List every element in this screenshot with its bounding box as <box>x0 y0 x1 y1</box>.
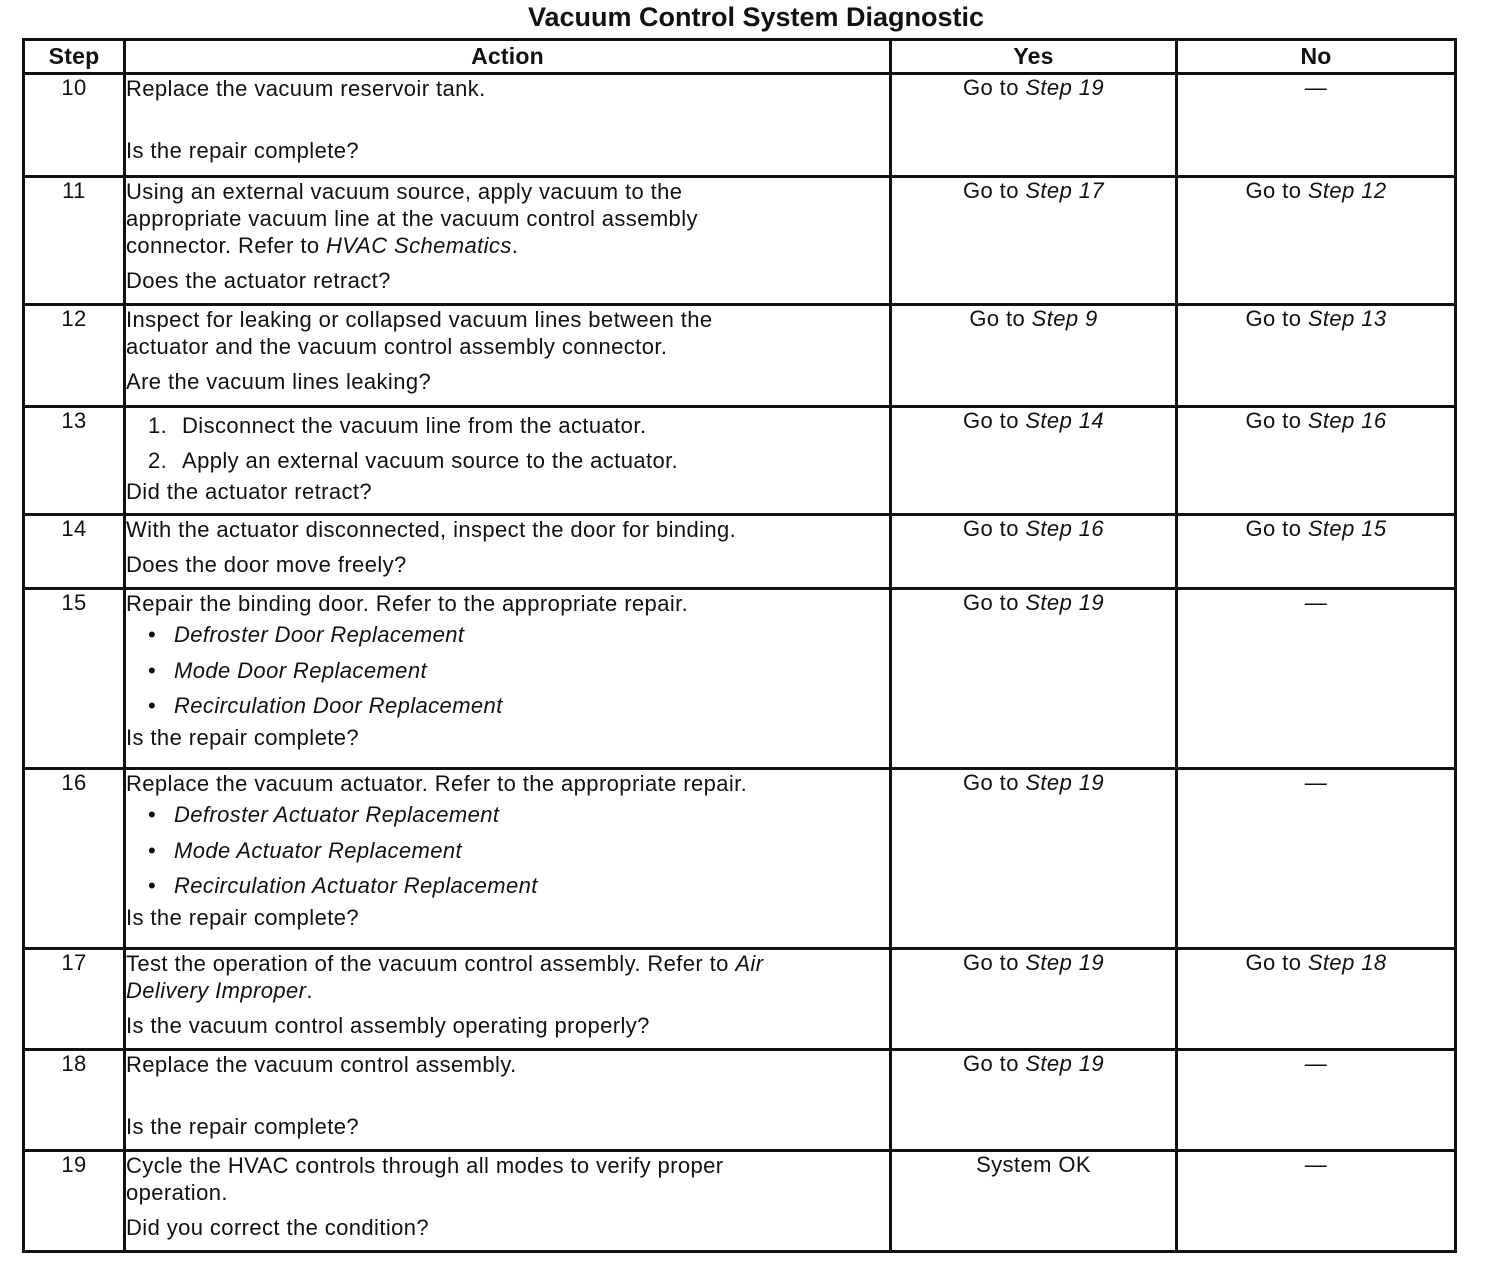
bullet-item <box>126 617 889 653</box>
action-text-line: Cycle the HVAC controls through all modes to verify proper <box>126 1153 724 1178</box>
action-cell <box>125 769 891 949</box>
bullet-icon: • <box>148 837 157 863</box>
go-to-label: Go to <box>963 178 1019 203</box>
reference-suffix: . <box>306 978 313 1003</box>
action-cell <box>125 1050 891 1151</box>
go-to-label: Go to <box>1245 178 1302 203</box>
step-link[interactable]: Step 17 <box>1025 178 1104 203</box>
bullet-icon: • <box>148 657 157 683</box>
step-number: 10 <box>24 74 125 177</box>
step-number: 17 <box>24 949 125 1050</box>
no-cell <box>1177 305 1456 407</box>
table-row-step-14 <box>24 515 1456 589</box>
repair-link[interactable]: Mode Door Replacement <box>174 657 427 683</box>
diagnostic-table <box>22 38 1457 1253</box>
action-text-line <box>126 232 889 259</box>
table-row-step-12 <box>24 305 1456 407</box>
step-link[interactable]: Step 19 <box>1025 590 1104 615</box>
repair-link[interactable]: Recirculation Actuator Replacement <box>174 873 538 898</box>
step-link[interactable]: Step 16 <box>1025 516 1104 541</box>
no-cell <box>1177 407 1456 515</box>
go-to-label: Go to <box>963 950 1019 975</box>
go-to-label: Go to <box>963 770 1019 795</box>
step-link[interactable]: Step 15 <box>1307 516 1387 541</box>
go-to-label: Go to <box>969 306 1026 331</box>
bullet-item <box>126 688 889 724</box>
action-cell <box>125 949 891 1050</box>
step-link[interactable]: Step 19 <box>1025 950 1104 975</box>
action-question: Are the vacuum lines leaking? <box>126 369 432 394</box>
step-link[interactable]: Step 18 <box>1307 950 1387 975</box>
step-link[interactable]: Step 14 <box>1025 408 1104 433</box>
action-cell <box>125 74 891 177</box>
step-link[interactable]: Step 12 <box>1307 178 1387 203</box>
step-link[interactable]: Step 9 <box>1031 306 1098 331</box>
bullet-item <box>126 797 889 833</box>
action-cell <box>125 589 891 769</box>
action-text-line <box>126 977 889 1004</box>
yes-cell <box>891 589 1177 769</box>
header-row <box>24 40 1456 74</box>
item-text: Disconnect the vacuum line from the actuator. <box>182 413 647 438</box>
action-question: Does the door move freely? <box>126 552 407 577</box>
no-cell-empty: — <box>1177 1151 1456 1252</box>
action-cell <box>125 177 891 305</box>
go-to-label: Go to <box>1245 516 1302 541</box>
go-to-label: Go to <box>1245 408 1302 433</box>
action-text-line: Inspect for leaking or collapsed vacuum lines between the <box>126 307 713 332</box>
table-row-step-16 <box>24 769 1456 949</box>
no-cell-empty: — <box>1177 1050 1456 1151</box>
action-text-fragment: Test the operation of the vacuum control assembly. Refer to <box>126 951 736 976</box>
action-text-line: Using an external vacuum source, apply vacuum to the <box>126 179 683 204</box>
no-cell <box>1177 177 1456 305</box>
action-question: Is the repair complete? <box>126 724 359 750</box>
reference-link[interactable]: HVAC Schematics <box>326 233 512 258</box>
bullet-icon: • <box>148 802 157 827</box>
yes-cell <box>891 305 1177 407</box>
repair-link[interactable]: Mode Actuator Replacement <box>174 837 462 863</box>
step-link[interactable]: Step 16 <box>1307 408 1387 433</box>
header-no: No <box>1177 40 1456 74</box>
yes-cell <box>891 769 1177 949</box>
step-number: 11 <box>24 177 125 305</box>
step-number: 12 <box>24 305 125 407</box>
table-row-step-11 <box>24 177 1456 305</box>
repair-link[interactable]: Recirculation Door Replacement <box>174 693 503 718</box>
go-to-label: Go to <box>1245 306 1302 331</box>
action-text-line: actuator and the vacuum control assembly connector. <box>126 334 668 359</box>
table-row-step-15 <box>24 589 1456 769</box>
bullet-item <box>126 653 889 689</box>
no-cell-empty: — <box>1177 769 1456 949</box>
repair-link[interactable]: Defroster Actuator Replacement <box>174 802 500 827</box>
table-row-step-17 <box>24 949 1456 1050</box>
action-text-line: appropriate vacuum line at the vacuum control assembly <box>126 206 698 231</box>
numbered-item <box>126 408 889 443</box>
step-number: 13 <box>24 407 125 515</box>
step-number: 18 <box>24 1050 125 1151</box>
action-text: Replace the vacuum reservoir tank. <box>126 76 486 101</box>
bullet-icon: • <box>148 622 157 647</box>
go-to-label: Go to <box>963 516 1019 541</box>
yes-cell <box>891 177 1177 305</box>
header-step: Step <box>24 40 125 74</box>
yes-cell <box>891 949 1177 1050</box>
action-cell <box>125 305 891 407</box>
step-link[interactable]: Step 19 <box>1025 75 1104 100</box>
reference-link[interactable]: Air <box>735 951 764 976</box>
go-to-label: Go to <box>1245 950 1302 975</box>
item-text: Apply an external vacuum source to the actuator. <box>182 448 679 473</box>
table-row-step-18 <box>24 1050 1456 1151</box>
step-number: 16 <box>24 769 125 949</box>
table-row-step-10 <box>24 74 1456 177</box>
action-text: Replace the vacuum actuator. Refer to the appropriate repair. <box>126 771 748 796</box>
action-text-fragment: connector. Refer to <box>126 233 326 258</box>
bullet-icon: • <box>148 693 157 718</box>
action-question: Is the repair complete? <box>126 904 359 930</box>
no-cell <box>1177 515 1456 589</box>
action-question: Does the actuator retract? <box>126 268 391 293</box>
bullet-item <box>126 833 889 869</box>
yes-cell <box>891 407 1177 515</box>
action-question: Did the actuator retract? <box>126 479 373 504</box>
action-question: Is the repair complete? <box>126 138 359 163</box>
table-row-step-19 <box>24 1151 1456 1252</box>
action-question: Did you correct the condition? <box>126 1215 430 1240</box>
step-link[interactable]: Step 19 <box>1025 770 1104 795</box>
no-cell-empty: — <box>1177 589 1456 769</box>
yes-cell <box>891 515 1177 589</box>
action-text-line: operation. <box>126 1180 228 1205</box>
no-cell <box>1177 949 1456 1050</box>
yes-cell <box>891 1151 1177 1252</box>
step-number: 19 <box>24 1151 125 1252</box>
item-number: 2. <box>148 448 168 473</box>
table-row-step-13 <box>24 407 1456 515</box>
step-link[interactable]: Step 13 <box>1307 306 1387 331</box>
bullet-item <box>126 868 889 904</box>
system-ok-label: System OK <box>976 1152 1091 1177</box>
action-question: Is the vacuum control assembly operating properly? <box>126 1013 650 1038</box>
go-to-label: Go to <box>963 590 1019 615</box>
yes-cell <box>891 1050 1177 1151</box>
no-cell-empty: — <box>1177 74 1456 177</box>
bullet-icon: • <box>148 873 157 898</box>
header-yes: Yes <box>891 40 1177 74</box>
action-text: With the actuator disconnected, inspect the door for binding. <box>126 517 737 542</box>
action-text: Replace the vacuum control assembly. <box>126 1052 517 1077</box>
yes-cell <box>891 74 1177 177</box>
action-cell <box>125 515 891 589</box>
go-to-label: Go to <box>963 75 1019 100</box>
numbered-item <box>126 443 889 478</box>
action-cell <box>125 1151 891 1252</box>
action-question: Is the repair complete? <box>126 1114 359 1139</box>
action-text: Repair the binding door. Refer to the appropriate repair. <box>126 591 689 616</box>
step-number: 14 <box>24 515 125 589</box>
step-number: 15 <box>24 589 125 769</box>
repair-link[interactable]: Defroster Door Replacement <box>174 622 465 647</box>
header-action: Action <box>125 40 891 74</box>
action-cell <box>125 407 891 515</box>
item-number: 1. <box>148 413 168 438</box>
go-to-label: Go to <box>963 408 1019 433</box>
page-title: Vacuum Control System Diagnostic <box>527 2 985 32</box>
action-text-line <box>126 950 889 977</box>
reference-link[interactable]: Delivery Improper <box>126 978 307 1003</box>
go-to-label: Go to <box>963 1051 1019 1076</box>
reference-suffix: . <box>511 233 519 258</box>
step-link[interactable]: Step 19 <box>1025 1051 1104 1076</box>
